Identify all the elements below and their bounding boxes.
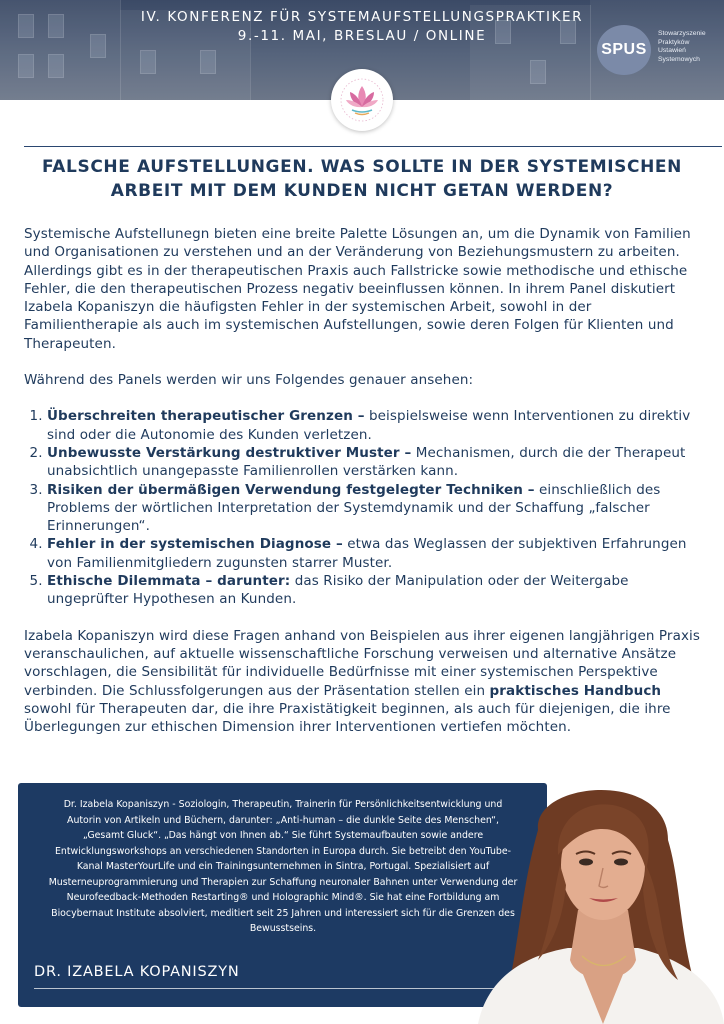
list-item: 5. Ethische Dilemmata – darunter: das Risiko der Manipulation oder der Weitergabe ungeprüfter Hypothesen an Kunden. [47, 572, 706, 609]
list-item: 1. Überschreiten therapeutischer Grenzen – beispielsweise wenn Interventionen zu direktiv sind oder die Autonomie des Kunden verletzen. [47, 407, 706, 444]
topics-list [24, 407, 706, 608]
header-divider [24, 146, 722, 147]
page-title: FALSCHE AUFSTELLUNGEN. WAS SOLLTE IN DER SYSTEMISCHEN ARBEIT MIT DEM KUNDEN NICHT GETAN WERDEN? [42, 157, 682, 201]
lotus-icon [331, 69, 393, 131]
list-item: 4. Fehler in der systemischen Diagnose – etwa das Weglassen der subjektiven Erfahrungen von Familienmitgliedern zugunsten starrer Muster. [47, 535, 706, 572]
speaker-bio-box [18, 783, 547, 1007]
conference-title: IV. KONFERENZ FÜR SYSTEMAUFSTELLUNGSPRAKTIKER [140, 9, 584, 25]
conference-date-location: 9.-11. MAI, BRESLAU / ONLINE [237, 28, 487, 44]
spus-logo: SPUS [597, 25, 651, 75]
article-body [24, 225, 706, 736]
list-intro: Während des Panels werden wir uns Folgendes genauer ansehen: [24, 372, 474, 389]
speaker-name: DR. IZABELA KOPANISZYN [34, 964, 240, 980]
speaker-name-underline [34, 988, 494, 989]
speaker-portrait [478, 770, 724, 1024]
list-item: 2. Unbewusste Verstärkung destruktiver Muster – Mechanismen, durch die der Therapeut unabsichtlich unangepasste Familienrollen verstärken kann. [47, 444, 706, 481]
intro-paragraph: Systemische Aufstellunegn bieten eine breite Palette Lösungen an, um die Dynamik von Familien und Organisationen zu verstehen und an der Veränderung von Beziehungsmustern zu arbeiten. Allerdings gibt es in der therapeutischen Praxis auch Fallstricke sowie methodische und ethische Fehler, die den therapeutischen Prozess negativ beeinflussen können. In ihrem Panel diskutiert Izabela Kopaniszyn die häufigsten Fehler in der systemischen Arbeit, sowohl in der Familientherapie als auch im systemischen Aufstellungen, sowie deren Folgen für Klienten und Therapeuten. [24, 226, 691, 352]
closing-paragraph: Izabela Kopaniszyn wird diese Fragen anhand von Beispielen aus ihrer eigenen langjährigen Praxis veranschaulichen, auf aktuelle wissenschaftliche Forschung verweisen und alternative Ansätze vorschlagen, die Sensibilität für individuelle Bedürfnisse mit einer systemischen Perspektive verbinden. Die Schlussfolgerungen aus der Präsentation stellen ein praktisches Handbuch sowohl für Therapeuten dar, die ihre Praxistätigkeit beginnen, als auch für diejenigen, die ihre Überlegungen zur ethischen Dimension ihrer Interventionen vertiefen möchten. [24, 627, 701, 736]
list-item: 3. Risiken der übermäßigen Verwendung festgelegter Techniken – einschließlich des Problems der wörtlichen Interpretation der Systemdynamik und der Schaffung „falscher Erinnerungen“. [47, 481, 706, 536]
spus-logo-text: Stowarzyszenie Praktyków Ustawień Systemowych [658, 30, 706, 63]
speaker-bio-text: Dr. Izabela Kopaniszyn - Soziologin, Therapeutin, Trainerin für Persönlichkeitsentwicklung und Autorin von Artikeln und Büchern, darunter: „Anti-human – die dunkle Seite des Menschen“, „Gesamt Gluck“. „Das hängt von Ihnen ab.“ Sie führt Systemaufbauten sowie andere Entwicklungsworkshops an verschiedenen Standorten in Europa durch. Sie betreibt den YouTube-Kanal MasterYourLife und ein Trainingsunternehmen in Sintra, Portugal. Spezialisiert auf Musterneuprogrammierung und Therapien zur Schaffung neuronaler Bahnen unter Verwendung der Neurofeedback-Methoden Restarting® und Holographic Mind®. Sie hat eine Fortbildung am Biocybernaut Institute absolviert, meditiert seit 25 Jahren und interessiert sich für die Grenzen des Bewusstseins. [48, 799, 518, 934]
